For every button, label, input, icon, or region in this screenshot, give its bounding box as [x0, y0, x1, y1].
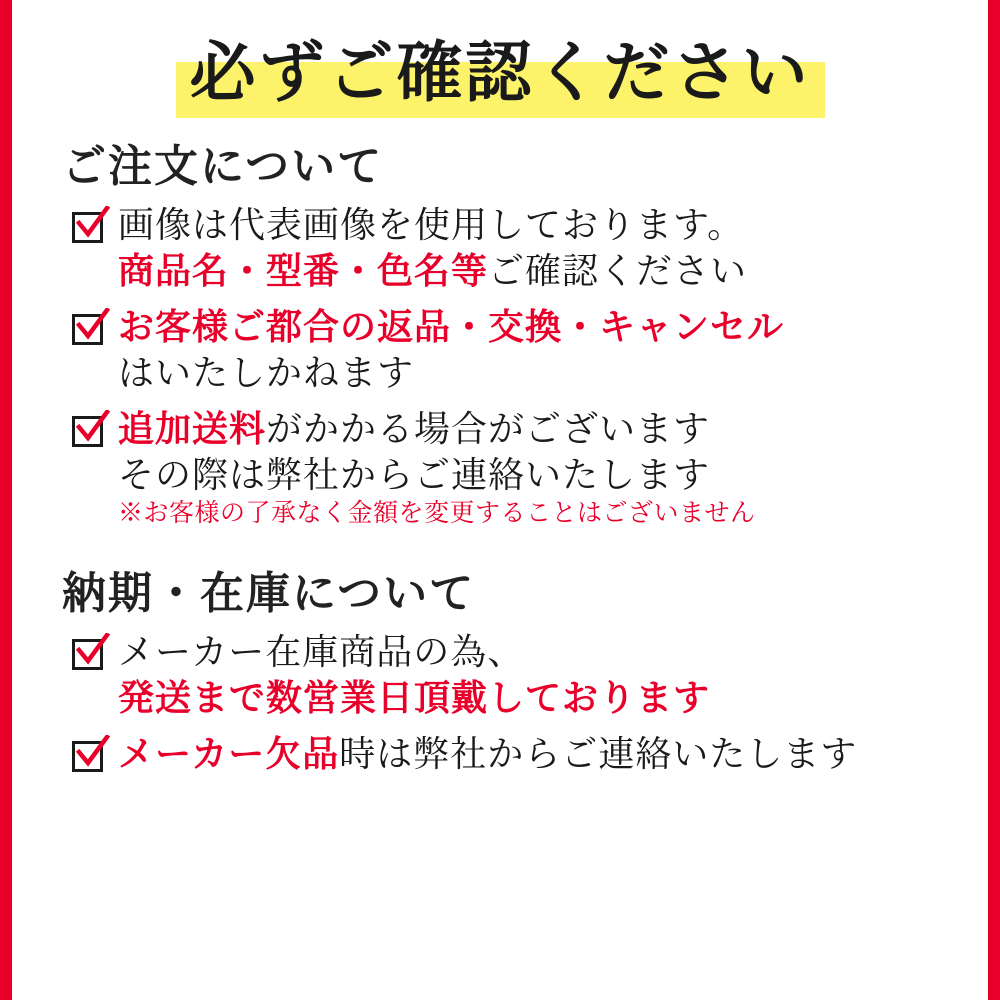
list-item-text	[118, 406, 960, 531]
line-rest: ご確認ください	[488, 250, 748, 291]
list-item	[70, 406, 960, 531]
checkbox-checked-icon	[70, 412, 110, 452]
line-text: その際は弊社からご連絡いたします	[118, 455, 711, 496]
line-text	[118, 248, 960, 294]
line-note: ※お客様の了承なく金額を変更することはございません	[118, 500, 756, 528]
checkbox-checked-icon	[70, 737, 110, 777]
line-emphasis: お客様ご都合の返品・交換・キャンセル	[118, 307, 785, 348]
list-item	[70, 202, 960, 294]
line-emphasis: メーカー欠品	[118, 734, 340, 775]
line-text: はいたしかねます	[118, 353, 415, 394]
list-item	[70, 304, 960, 396]
page-title-text: 必ずご確認ください	[189, 37, 811, 110]
section-heading-delivery: 納期・在庫について	[62, 568, 476, 618]
right-red-bar	[988, 0, 1000, 1000]
line-rest: 時は弊社からご連絡いたします	[339, 734, 858, 775]
line-text: 画像は代表画像を使用しております。	[118, 204, 745, 245]
section-heading-order: ご注文について	[62, 141, 384, 191]
line-emphasis: 商品名・型番・色名等	[118, 250, 489, 291]
line-rest: がかかる場合がございます	[266, 409, 711, 450]
list-item-text	[118, 304, 960, 396]
list-item-text	[118, 731, 960, 777]
line-text	[118, 406, 960, 452]
list-item	[70, 629, 960, 721]
line-text: メーカー在庫商品の為、	[118, 631, 525, 672]
checkbox-checked-icon	[70, 208, 110, 248]
checkbox-checked-icon	[70, 310, 110, 350]
list-item-text	[118, 629, 960, 721]
page-title	[176, 36, 825, 112]
list-item-text	[118, 202, 960, 294]
notice-content	[12, 0, 988, 1000]
line-text	[118, 731, 960, 777]
list-item	[70, 731, 960, 777]
title-block	[40, 36, 960, 112]
left-red-bar	[0, 0, 12, 1000]
line-emphasis: 発送まで数営業日頂戴しております	[118, 677, 711, 718]
line-emphasis: 追加送料	[118, 409, 267, 450]
checkbox-checked-icon	[70, 635, 110, 675]
